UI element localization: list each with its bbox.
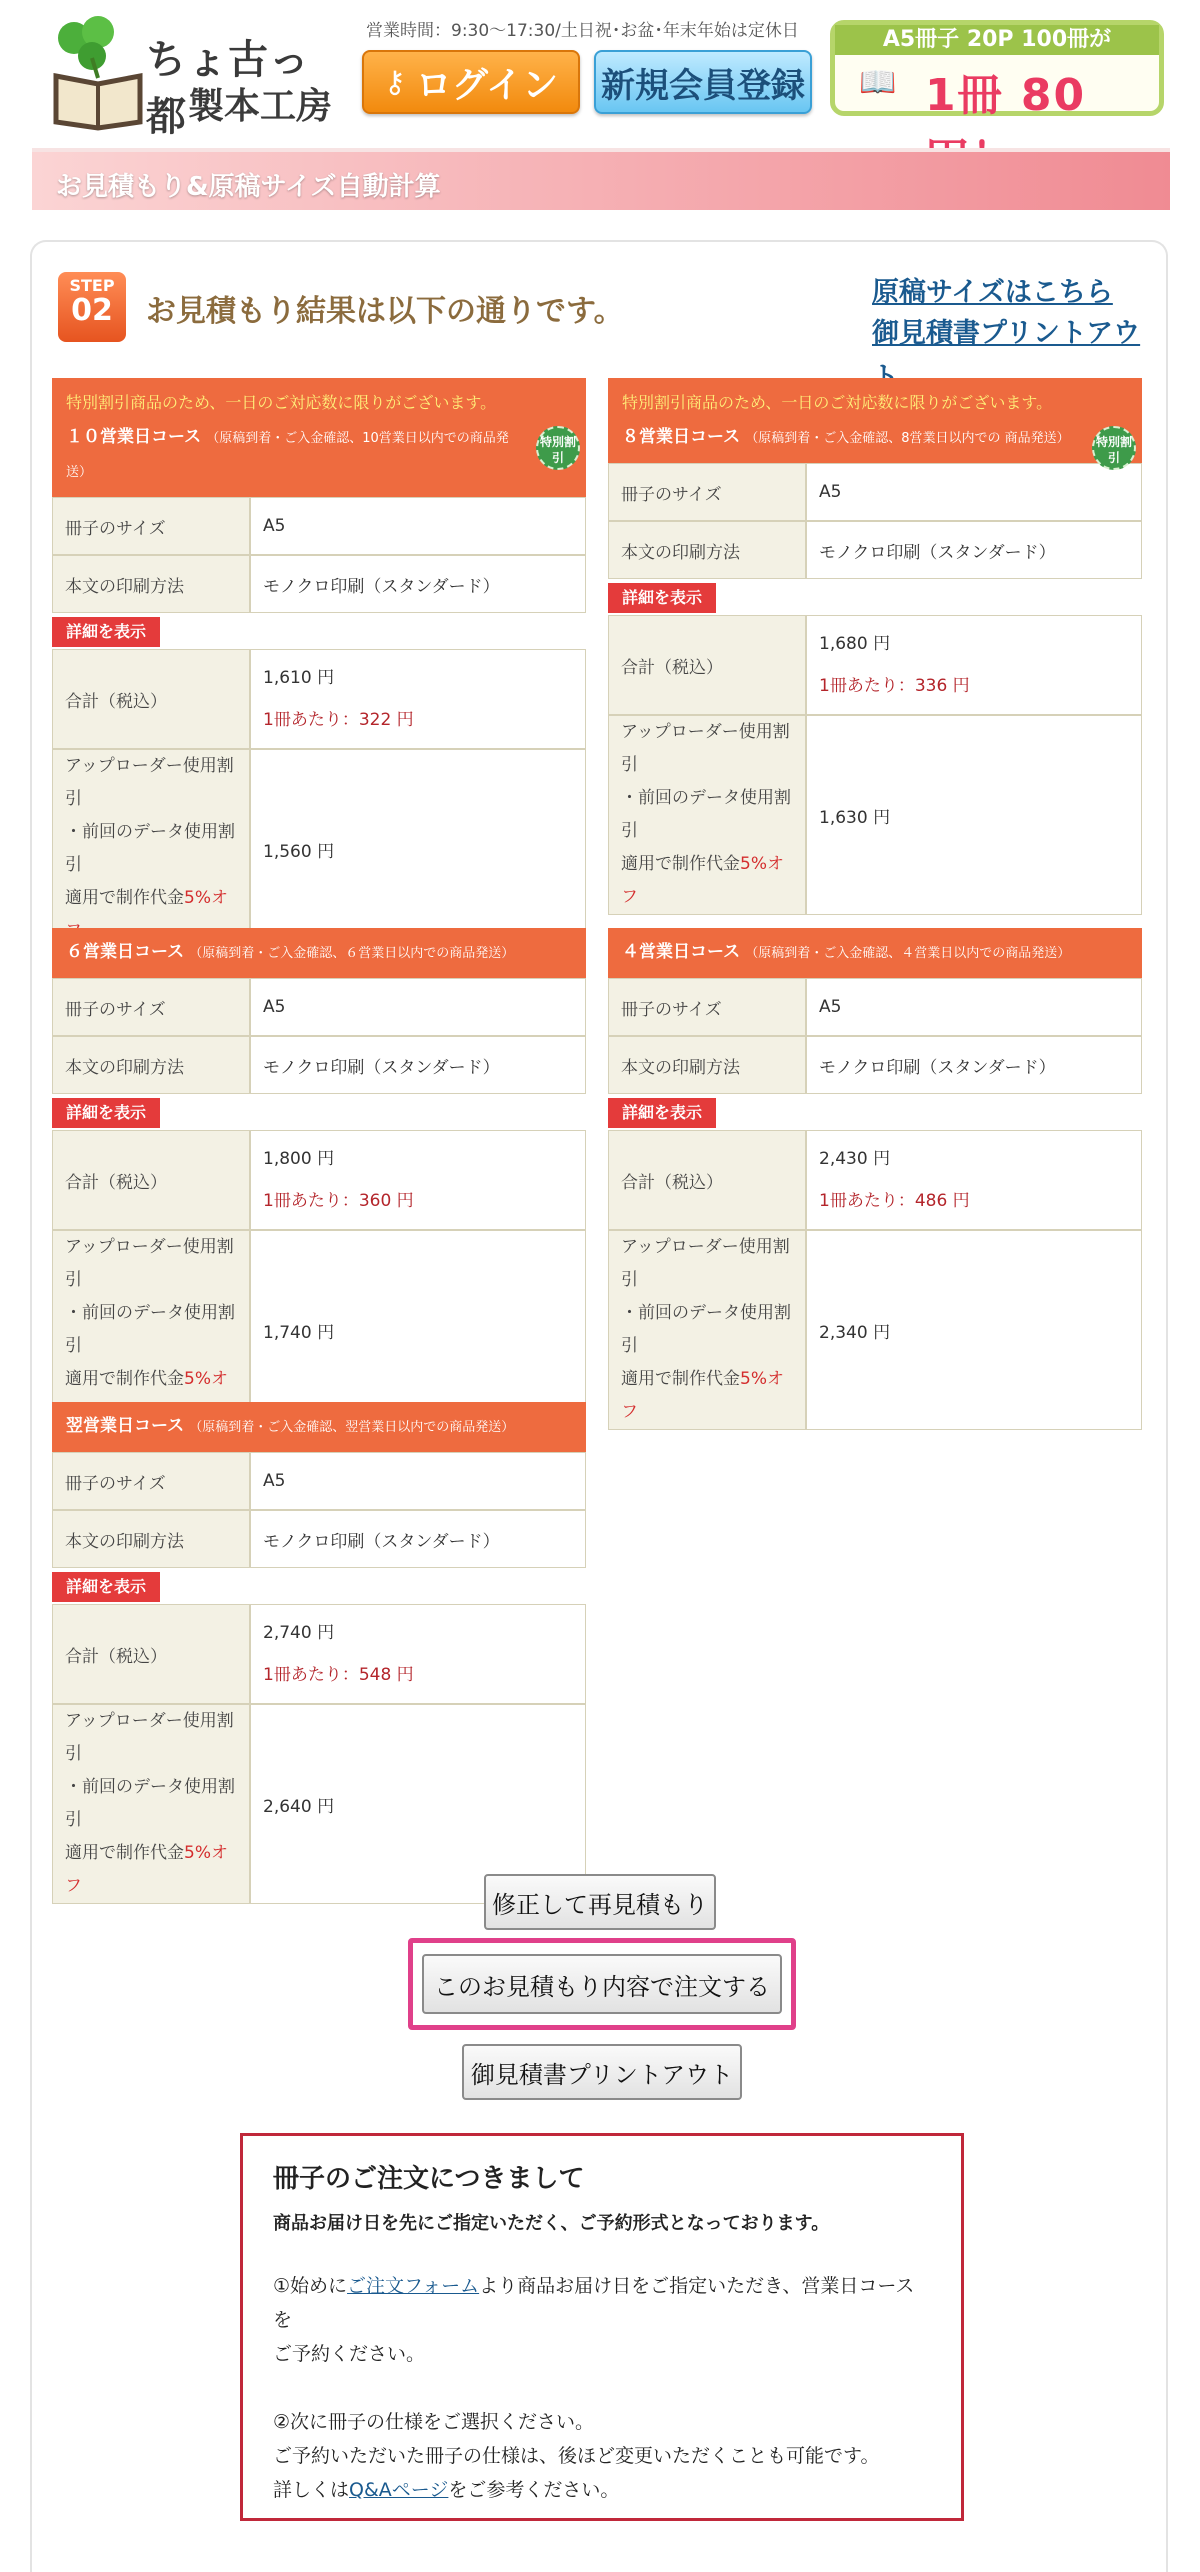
course-card	[52, 928, 586, 1430]
course-price-table	[52, 1130, 586, 1430]
notice-step1-line2: ご予約ください。	[273, 2343, 426, 2365]
table-row	[52, 1452, 586, 1510]
uploader-discount-line3: 適用で制作代金5%オフ	[65, 1843, 228, 1896]
uploader-discount-line2: ・前回のデータ使用割引	[621, 788, 791, 841]
page-title-bar	[32, 148, 1170, 210]
register-label: 新規会員登録	[601, 65, 805, 106]
course-card	[608, 378, 1142, 915]
special-discount-badge: 特別割引	[536, 426, 580, 470]
course-header	[52, 378, 586, 497]
course-title-line	[52, 413, 586, 497]
size-label: 冊子のサイズ	[52, 1452, 250, 1510]
login-button[interactable]	[362, 50, 580, 114]
discounted-price: 2,340 円	[806, 1230, 1142, 1430]
total-value: 1,800 円	[263, 1149, 335, 1169]
table-row	[52, 749, 586, 949]
site-header	[0, 0, 1200, 140]
size-value: A5	[806, 978, 1142, 1036]
register-button[interactable]	[594, 50, 812, 114]
order-form-link[interactable]: ご注文フォーム	[347, 2275, 480, 2297]
print-estimate-button[interactable]: 御見積書プリントアウト	[462, 2044, 742, 2100]
faq-link[interactable]: Q&Aページ	[349, 2479, 449, 2501]
table-row	[608, 715, 1142, 915]
table-row	[52, 1130, 586, 1230]
total-value: 2,740 円	[263, 1623, 335, 1643]
print-method-value: モノクロ印刷（スタンダード）	[250, 1510, 586, 1568]
size-value: A5	[806, 463, 1142, 521]
site-logo[interactable]	[48, 18, 348, 140]
course-title-line	[52, 1402, 586, 1452]
table-row	[52, 649, 586, 749]
show-details-button[interactable]: 詳細を表示	[608, 1098, 716, 1128]
logo-text-line2: 製本工房	[188, 86, 333, 127]
print-method-value: モノクロ印刷（スタンダード）	[806, 521, 1142, 579]
total-label: 合計（税込）	[52, 649, 250, 749]
uploader-discount-line2: ・前回のデータ使用割引	[65, 822, 235, 875]
per-unit-price: 1冊あたり：336 円	[819, 676, 970, 696]
business-hours: 営業時間：9:30〜17:30/土日祝･お盆･年末年始は定休日	[366, 21, 799, 41]
table-row	[608, 1230, 1142, 1430]
uploader-discount-line2: ・前回のデータ使用割引	[65, 1303, 235, 1356]
course-card	[608, 928, 1142, 1430]
course-description: （原稿到着・ご入金確認、翌営業日以内での商品発送）	[189, 1420, 515, 1435]
logo-text-line1: ちょ古っ都	[146, 37, 310, 140]
table-row	[52, 978, 586, 1036]
print-method-label: 本文の印刷方法	[52, 1036, 250, 1094]
print-method-value: モノクロ印刷（スタンダード）	[806, 1036, 1142, 1094]
size-label: 冊子のサイズ	[52, 497, 250, 555]
size-label: 冊子のサイズ	[608, 978, 806, 1036]
show-details-button[interactable]: 詳細を表示	[608, 583, 716, 613]
course-spec-table	[52, 497, 586, 613]
uploader-discount-line1: アップローダー使用割引	[65, 756, 234, 809]
notice-title: 冊子のご注文につきまして	[273, 2164, 585, 2194]
notice-step2: ②次に冊子の仕様をご選択ください。	[273, 2411, 595, 2433]
clover-book-icon	[48, 18, 148, 128]
course-description: （原稿到着・ご入金確認、６営業日以内での商品発送）	[189, 946, 515, 961]
per-unit-price: 1冊あたり：322 円	[263, 710, 414, 730]
login-label: ログイン	[415, 64, 559, 106]
course-price-table	[608, 1130, 1142, 1430]
total-label: 合計（税込）	[608, 1130, 806, 1230]
size-label: 冊子のサイズ	[52, 978, 250, 1036]
promo-main-text: 1冊 80	[925, 70, 1087, 121]
table-row	[608, 978, 1142, 1036]
print-method-label: 本文の印刷方法	[52, 555, 250, 613]
show-details-button[interactable]: 詳細を表示	[52, 1572, 160, 1602]
uploader-discount-line1: アップローダー使用割引	[621, 1237, 790, 1290]
total-label: 合計（税込）	[52, 1604, 250, 1704]
show-details-button[interactable]: 詳細を表示	[52, 1098, 160, 1128]
print-method-label: 本文の印刷方法	[52, 1510, 250, 1568]
per-unit-price: 1冊あたり：360 円	[263, 1191, 414, 1211]
total-value: 1,680 円	[819, 634, 891, 654]
total-label: 合計（税込）	[52, 1130, 250, 1230]
uploader-discount-line1: アップローダー使用割引	[621, 722, 790, 775]
promo-top-text: A5冊子 20P 100冊が	[835, 25, 1159, 55]
step-badge-label: STEP	[69, 276, 115, 295]
size-value: A5	[250, 978, 586, 1036]
manuscript-size-link[interactable]: 原稿サイズはこちら	[872, 277, 1113, 308]
size-label: 冊子のサイズ	[608, 463, 806, 521]
uploader-discount-line2: ・前回のデータ使用割引	[65, 1777, 235, 1830]
course-name: １０営業日コース	[66, 427, 202, 447]
revise-estimate-button[interactable]: 修正して再見積もり	[484, 1874, 716, 1930]
course-title-line	[608, 413, 1142, 463]
place-order-button[interactable]: このお見積もり内容で注文する	[422, 1954, 782, 2014]
page-title: お見積もり&原稿サイズ自動計算	[56, 172, 441, 202]
size-value: A5	[250, 497, 586, 555]
print-method-label: 本文の印刷方法	[608, 1036, 806, 1094]
course-spec-table	[608, 463, 1142, 579]
special-discount-badge: 特別割引	[1092, 426, 1136, 470]
course-spec-table	[608, 978, 1142, 1094]
notice-step2-line3: 詳しくはQ&Aページをご参考ください。	[273, 2479, 620, 2501]
promo-banner[interactable]	[830, 20, 1164, 121]
course-name: ６営業日コース	[66, 942, 185, 962]
print-method-value: モノクロ印刷（スタンダード）	[250, 1036, 586, 1094]
special-discount-notice: 特別割引商品のため、一日のご対応数に限りがございます。	[622, 393, 1053, 412]
table-row	[608, 463, 1142, 521]
course-card	[52, 378, 586, 949]
special-discount-notice: 特別割引商品のため、一日のご対応数に限りがございます。	[66, 393, 497, 412]
total-value: 1,610 円	[263, 668, 335, 688]
uploader-discount-line3: 適用で制作代金5%オ	[65, 1369, 228, 1389]
course-description: （原稿到着・ご入金確認、４営業日以内での商品発送）	[745, 946, 1071, 961]
course-header	[52, 1402, 586, 1452]
show-details-button[interactable]: 詳細を表示	[52, 617, 160, 647]
table-row	[52, 497, 586, 555]
print-method-value: モノクロ印刷（スタンダード）	[250, 555, 586, 613]
course-description: （原稿到着・ご入金確認、8営業日以内での 商品発送）	[745, 431, 1070, 446]
course-name: ４営業日コース	[622, 942, 741, 962]
table-row	[52, 555, 586, 613]
course-price-table	[52, 649, 586, 949]
uploader-discount-line1: アップローダー使用割引	[65, 1711, 234, 1764]
course-price-table	[52, 1604, 586, 1904]
step-badge	[58, 272, 126, 342]
course-header	[608, 928, 1142, 978]
total-label: 合計（税込）	[608, 615, 806, 715]
discounted-price: 1,560 円	[250, 749, 586, 949]
order-notice-box	[240, 2133, 964, 2521]
table-row	[52, 1230, 586, 1430]
course-header	[608, 378, 1142, 463]
per-unit-price: 1冊あたり：486 円	[819, 1191, 970, 1211]
course-price-table	[608, 615, 1142, 915]
discounted-price: 1,740 円	[250, 1230, 586, 1430]
step-title: お見積もり結果は以下の通りです。	[146, 294, 624, 329]
table-row	[608, 1036, 1142, 1094]
discounted-price: 1,630 円	[806, 715, 1142, 915]
uploader-discount-line3: 適用で制作代金5%オフ	[621, 854, 784, 907]
notice-bold-line: 商品お届け日を先にご指定いただく、ご予約形式となっております。	[273, 2213, 830, 2234]
key-icon: ⚷	[383, 64, 406, 100]
uploader-discount-line3: 適用で制作代金5%オフ	[621, 1369, 784, 1422]
table-row	[608, 521, 1142, 579]
total-value: 2,430 円	[819, 1149, 891, 1169]
uploader-discount-line3: 適用で制作代金5%オ	[65, 888, 228, 908]
table-row	[52, 1604, 586, 1704]
uploader-discount-line2: ・前回のデータ使用割引	[621, 1303, 791, 1356]
table-row	[52, 1036, 586, 1094]
course-description: （原稿到着・ご入金確認、10営業日以内での商品発送）	[66, 431, 509, 480]
per-unit-price: 1冊あたり：548 円	[263, 1665, 414, 1685]
table-row	[52, 1510, 586, 1568]
discounted-price: 2,640 円	[250, 1704, 586, 1904]
course-spec-table	[52, 978, 586, 1094]
book-icon: 📖	[859, 65, 897, 100]
course-title-line	[608, 928, 1142, 978]
notice-step2-line2: ご予約いただいた冊子の仕様は、後ほど変更いただくことも可能です。	[273, 2445, 880, 2467]
course-spec-table	[52, 1452, 586, 1568]
step-badge-number: 02	[71, 293, 113, 328]
uploader-discount-line1: アップローダー使用割引	[65, 1237, 234, 1290]
course-name: ８営業日コース	[622, 427, 741, 447]
estimate-print-link[interactable]: 御見積書プリントアウ	[872, 318, 1141, 349]
course-name: 翌営業日コース	[66, 1416, 185, 1436]
course-title-line	[52, 928, 586, 978]
course-card	[52, 1402, 586, 1904]
print-method-label: 本文の印刷方法	[608, 521, 806, 579]
table-row	[608, 1130, 1142, 1230]
notice-step1: ①始めにご注文フォームより商品お届け日をご指定いただき、営業日コースを	[273, 2275, 915, 2331]
table-row	[608, 615, 1142, 715]
size-value: A5	[250, 1452, 586, 1510]
course-header	[52, 928, 586, 978]
